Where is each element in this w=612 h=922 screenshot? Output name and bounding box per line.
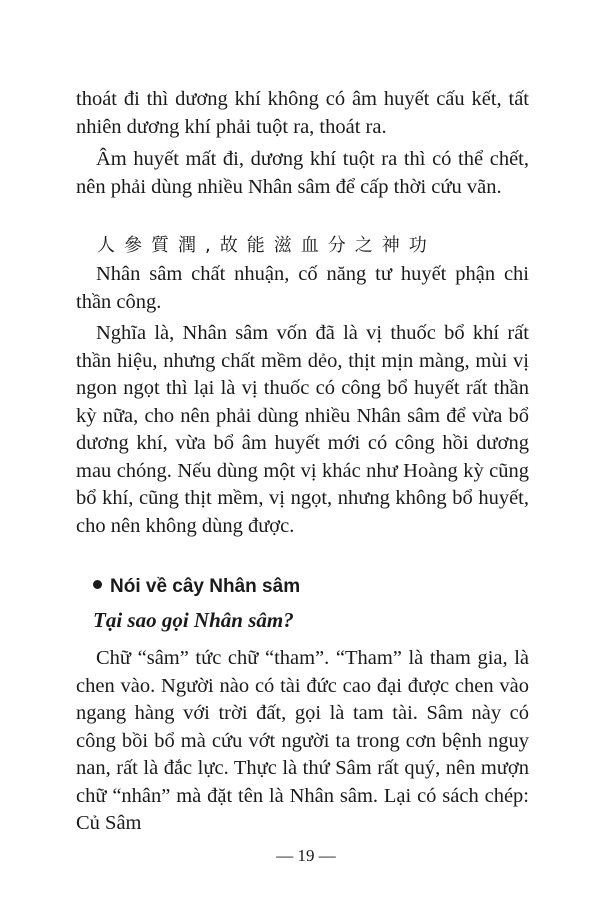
- paragraph-explanation: Nghĩa là, Nhân sâm vốn đã là vị thuốc bổ khí rất thần hiệu, nhưng chất mềm dẻo, thịt mịn màng, mùi vị ngon ngọt thì lại là vị thuốc có công bổ huyết rất thần kỳ nữa, cho nên phải dùng nhiều Nhân sâm để vừa bổ dương khí, vừa bổ âm huyết mới có công hồi dương mau chóng. Nếu dùng một vị khác như Hoàng kỳ cũng bổ khí, cũng thịt mềm, vị ngọt, nhưng không bổ huyết, cho nên không dùng được.: [76, 322, 529, 537]
- paragraph-name-origin: Chữ “sâm” tức chữ “tham”. “Tham” là tham gia, là chen vào. Người nào có tài đức cao đại được chen vào ngang hàng với trời đất, gọi là tam tài. Sâm này có công bồi bổ mà cứu vớt người ta trong cơn bệnh nguy nan, rất là đắc lực. Thực là thứ Sâm rất quý, nên mượn chữ “nhân” mà đặt tên là Nhân sâm. Lại có sách chép: Củ Sâm: [76, 647, 529, 834]
- page-number: — 19 —: [276, 846, 336, 865]
- bullet-icon: [93, 580, 102, 589]
- sub-heading: Tại sao gọi Nhân sâm?: [93, 608, 294, 632]
- chinese-quote: 人參質潤,故能滋血分之神功: [97, 235, 436, 256]
- section-heading-label: Nói về cây Nhân sâm: [110, 576, 301, 597]
- paragraph-transliteration: Nhân sâm chất nhuận, cố năng tư huyết phận chi thần công.: [76, 263, 529, 313]
- paragraph-continuation: thoát đi thì dương khí không có âm huyết cấu kết, tất nhiên dương khí phải tuột ra, thoát ra.: [76, 88, 529, 138]
- section-heading: [93, 574, 300, 600]
- paragraph-yin-blood: Âm huyết mất đi, dương khí tuột ra thì có thể chết, nên phải dùng nhiều Nhân sâm để cấp thời cứu vãn.: [76, 148, 529, 198]
